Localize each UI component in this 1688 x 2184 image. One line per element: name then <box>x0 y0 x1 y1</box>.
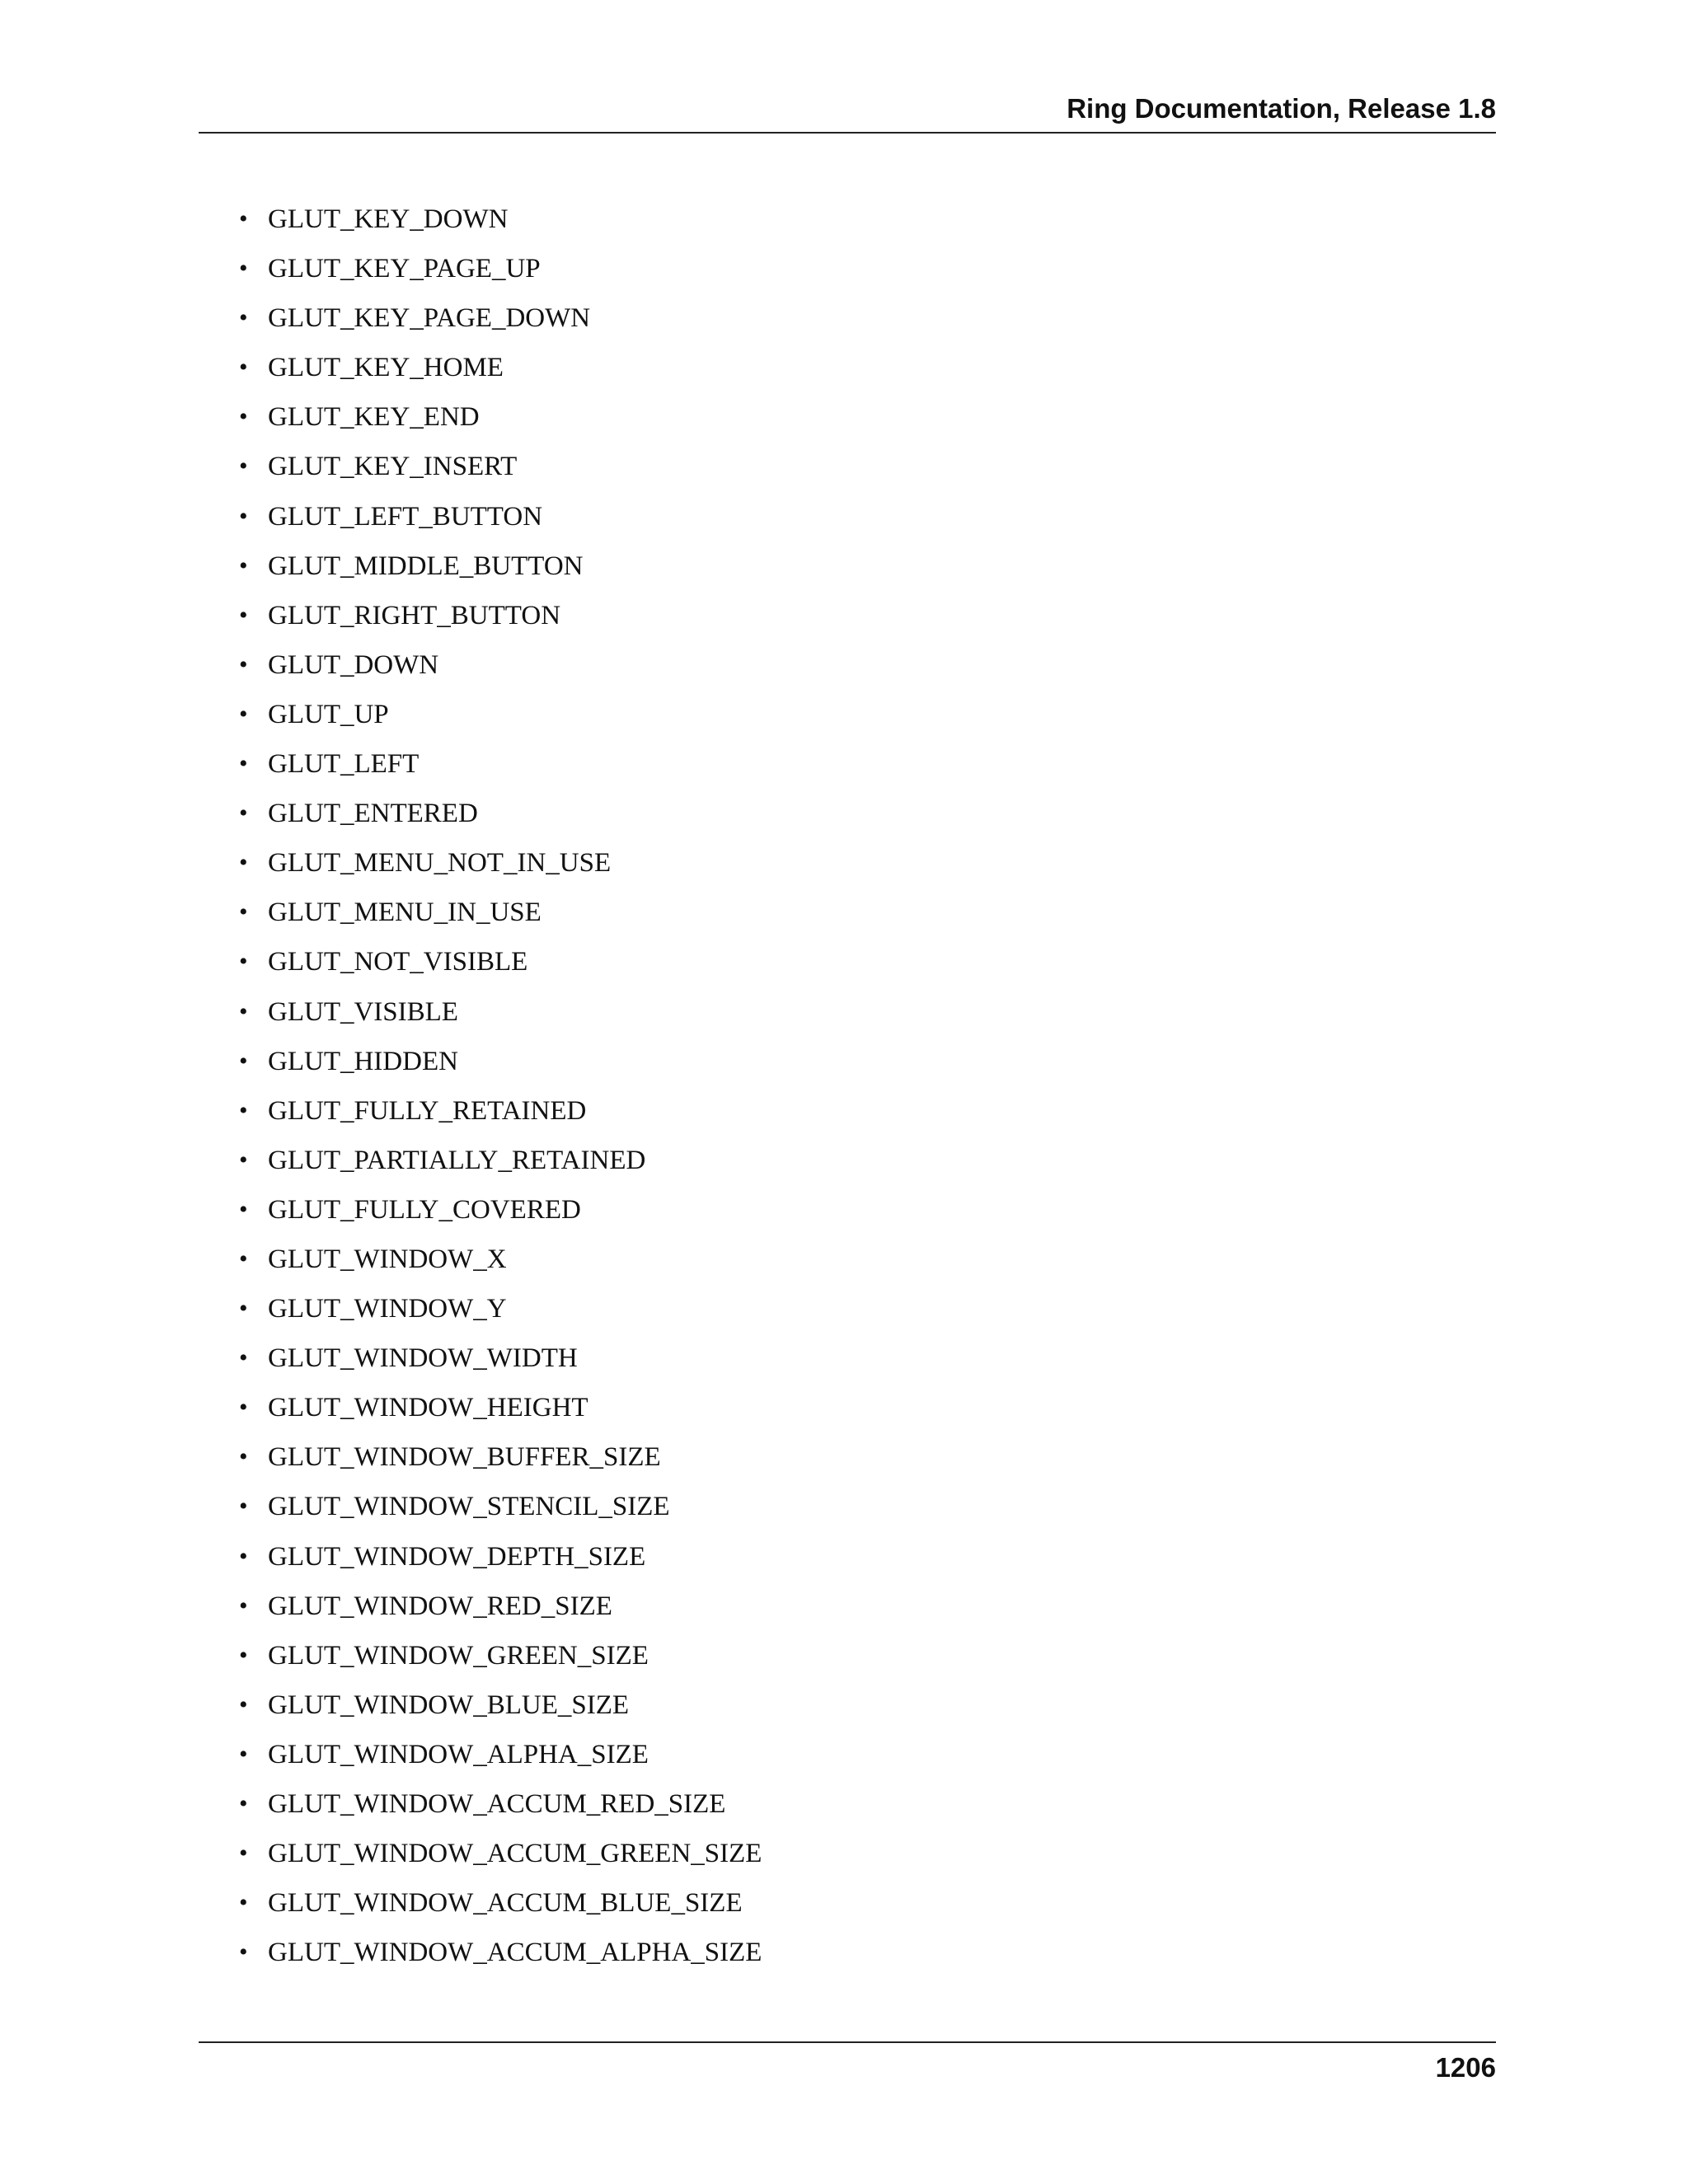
list-item-text: GLUT_WINDOW_HEIGHT <box>268 1393 588 1423</box>
list-item-text: GLUT_HIDDEN <box>268 1046 458 1076</box>
list-item-text: GLUT_VISIBLE <box>268 996 458 1027</box>
list-item-text: GLUT_LEFT <box>268 749 420 780</box>
list-item-text: GLUT_WINDOW_GREEN_SIZE <box>268 1640 649 1671</box>
list-item-text: GLUT_MENU_NOT_IN_USE <box>268 848 612 879</box>
list-item-text: GLUT_KEY_DOWN <box>268 204 509 234</box>
bullet-icon: • <box>239 948 248 976</box>
running-header <box>199 92 1496 134</box>
list-item-text: GLUT_WINDOW_BUFFER_SIZE <box>268 1442 661 1473</box>
list-item-text: GLUT_FULLY_RETAINED <box>268 1095 587 1126</box>
bullet-icon: • <box>239 1542 248 1570</box>
bullet-icon: • <box>239 1493 248 1521</box>
list-item-text: GLUT_KEY_PAGE_DOWN <box>268 303 591 334</box>
list-item-text: GLUT_WINDOW_DEPTH_SIZE <box>268 1541 646 1572</box>
header-title: Ring Documentation, Release 1.8 <box>1067 93 1496 124</box>
bullet-icon: • <box>239 1790 248 1817</box>
bullet-icon: • <box>239 1443 248 1471</box>
list-item-text: GLUT_WINDOW_Y <box>268 1294 507 1324</box>
list-item-text: GLUT_ENTERED <box>268 799 478 829</box>
list-item-text: GLUT_FULLY_COVERED <box>268 1194 581 1225</box>
bullet-icon: • <box>239 898 248 926</box>
list-item-text: GLUT_KEY_HOME <box>268 353 504 383</box>
bullet-icon: • <box>239 1195 248 1223</box>
bullet-icon: • <box>239 1394 248 1422</box>
list-item-text: GLUT_WINDOW_RED_SIZE <box>268 1591 612 1621</box>
list-item-text: GLUT_DOWN <box>268 649 439 680</box>
bullet-icon: • <box>239 849 248 877</box>
bullet-icon: • <box>239 1591 248 1619</box>
bullet-icon: • <box>239 255 248 283</box>
list-item-text: GLUT_WINDOW_STENCIL_SIZE <box>268 1492 670 1522</box>
list-item-text: GLUT_WINDOW_ALPHA_SIZE <box>268 1739 649 1769</box>
bullet-icon: • <box>239 354 248 382</box>
bullet-icon: • <box>239 304 248 332</box>
list-item-text: GLUT_WINDOW_ACCUM_RED_SIZE <box>268 1789 726 1819</box>
bullet-icon: • <box>239 1047 248 1075</box>
bullet-icon: • <box>239 1344 248 1372</box>
bullet-icon: • <box>239 750 248 778</box>
bullet-icon: • <box>239 700 248 728</box>
bullet-icon: • <box>239 403 248 431</box>
list-item-text: GLUT_RIGHT_BUTTON <box>268 600 561 630</box>
list-item-text: GLUT_UP <box>268 699 389 729</box>
bullet-icon: • <box>239 205 248 232</box>
bullet-icon: • <box>239 799 248 827</box>
bullet-icon: • <box>239 1840 248 1868</box>
bullet-icon: • <box>239 1295 248 1323</box>
page-number: 1206 <box>1435 2052 1496 2083</box>
list-item-text: GLUT_MENU_IN_USE <box>268 898 542 928</box>
list-item-text: GLUT_KEY_END <box>268 402 480 433</box>
list-item-text: GLUT_LEFT_BUTTON <box>268 501 543 532</box>
list-item-text: GLUT_WINDOW_ACCUM_ALPHA_SIZE <box>268 1938 762 1968</box>
list-item-text: GLUT_NOT_VISIBLE <box>268 947 528 977</box>
list-item-text: GLUT_KEY_PAGE_UP <box>268 254 541 284</box>
list-item-text: GLUT_WINDOW_WIDTH <box>268 1343 578 1374</box>
bullet-icon: • <box>239 601 248 629</box>
running-footer <box>199 2041 1496 2083</box>
list-item-text: GLUT_WINDOW_ACCUM_GREEN_SIZE <box>268 1839 762 1869</box>
list-item-text: GLUT_WINDOW_BLUE_SIZE <box>268 1690 630 1720</box>
list-item-text: GLUT_WINDOW_X <box>268 1244 507 1274</box>
bullet-icon: • <box>239 452 248 480</box>
list-item-text: GLUT_PARTIALLY_RETAINED <box>268 1145 646 1175</box>
bullet-icon: • <box>239 650 248 678</box>
bullet-icon: • <box>239 502 248 530</box>
bullet-icon: • <box>239 1244 248 1272</box>
bullet-icon: • <box>239 1146 248 1174</box>
list-item-text: GLUT_WINDOW_ACCUM_BLUE_SIZE <box>268 1888 743 1919</box>
bullet-icon: • <box>239 1690 248 1718</box>
list-item-text: GLUT_KEY_INSERT <box>268 452 518 482</box>
bullet-icon: • <box>239 1889 248 1917</box>
bullet-icon: • <box>239 1641 248 1669</box>
bullet-icon: • <box>239 1740 248 1768</box>
list-item-text: GLUT_MIDDLE_BUTTON <box>268 551 584 581</box>
bullet-icon: • <box>239 997 248 1025</box>
bullet-icon: • <box>239 1938 248 1966</box>
bullet-icon: • <box>239 551 248 579</box>
bullet-icon: • <box>239 1096 248 1124</box>
